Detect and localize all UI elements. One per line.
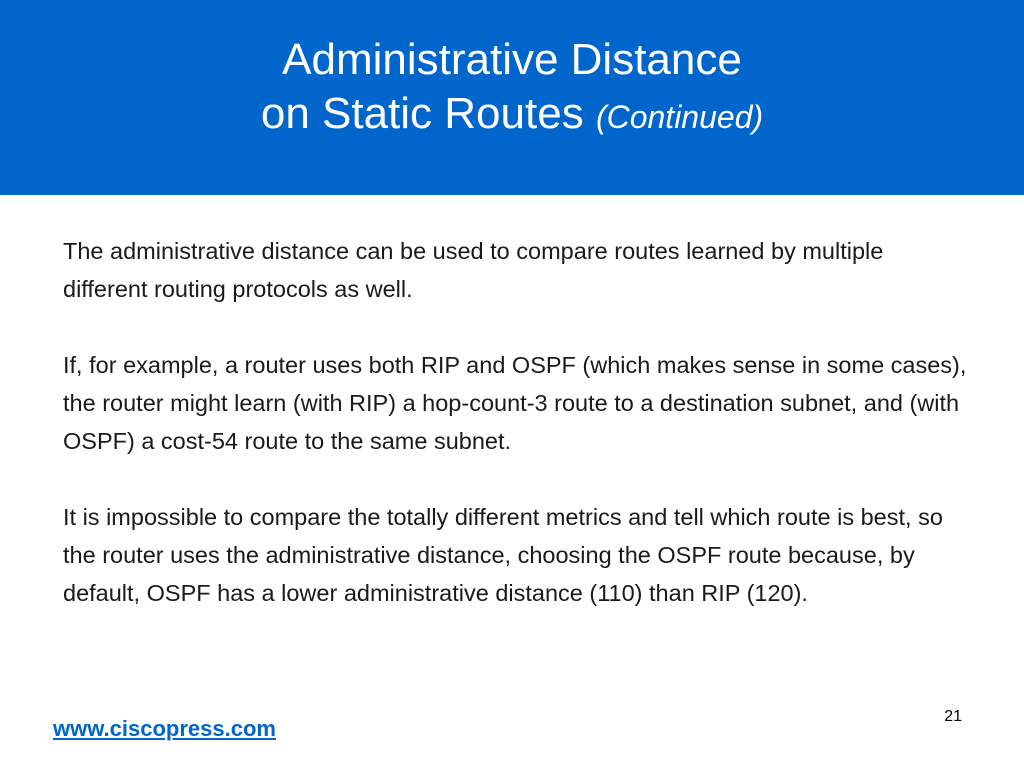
page-number: 21 <box>944 708 962 725</box>
title-continued: (Continued) <box>595 99 764 135</box>
title-line-1: Administrative Distance <box>282 35 742 84</box>
ciscopress-link[interactable]: www.ciscopress.com <box>53 716 276 741</box>
slide-title <box>0 33 1024 144</box>
paragraph-2: If, for example, a router uses both RIP and OSPF (which makes sense in some cases), the router might learn (with RIP) a hop-count-3 route to a destination subnet, and (with OSPF) a cost-54 route to the same subnet. <box>63 352 967 454</box>
title-line-2 <box>0 87 1024 144</box>
paragraph-1: The administrative distance can be used to compare routes learned by multiple different routing protocols as well. <box>63 238 884 302</box>
title-line-2-text: on Static Routes <box>260 89 584 138</box>
paragraph-3: It is impossible to compare the totally different metrics and tell which route is best, so the router uses the administrative distance, choosing the OSPF route because, by default, OSPF has a lower administrative distance (110) than RIP (120). <box>63 504 943 606</box>
slide-body <box>63 232 973 612</box>
title-bar <box>0 0 1024 195</box>
